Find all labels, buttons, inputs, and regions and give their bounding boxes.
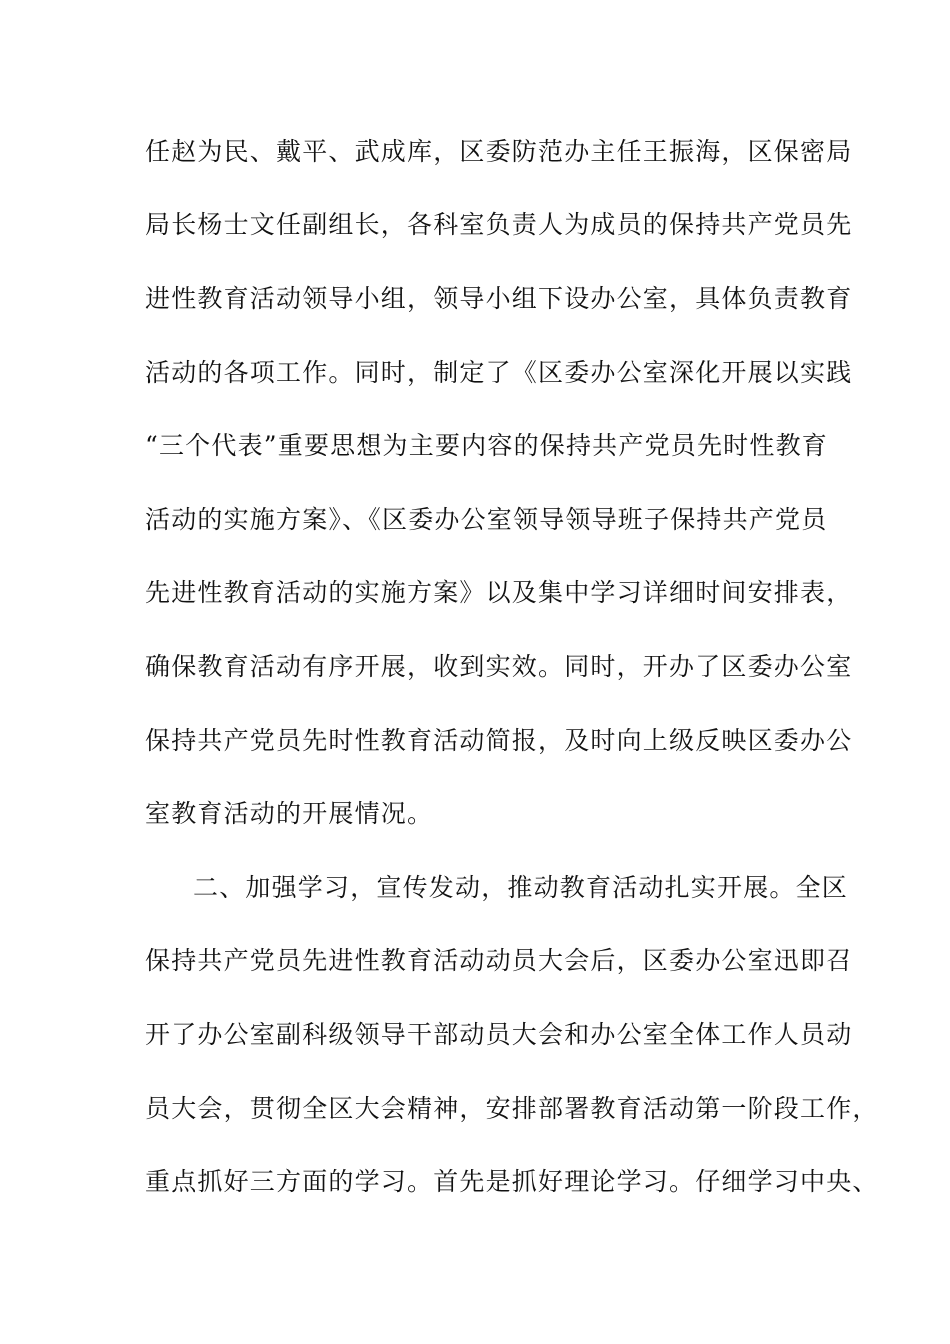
body-text-line: 员大会，贯彻全区大会精神，安排部署教育活动第一阶段工作， <box>145 1094 879 1123</box>
body-text-line: “三个代表”重要思想为主要内容的保持共产党员先时性教育 <box>145 431 828 460</box>
body-text-line: 先进性教育活动的实施方案》以及集中学习详细时间安排表， <box>145 578 853 607</box>
body-text-line: 开了办公室副科级领导干部动员大会和办公室全体工作人员动 <box>145 1020 853 1049</box>
body-text-line: 重点抓好三方面的学习。首先是抓好理论学习。仔细学习中央、 <box>145 1167 879 1196</box>
body-text-line: 局长杨士文任副组长，各科室负责人为成员的保持共产党员先 <box>145 210 853 239</box>
body-text-line: 任赵为民、戴平、武成库，区委防范办主任王振海，区保密局 <box>145 137 853 166</box>
body-text-line: 活动的实施方案》、《区委办公室领导领导班子保持共产党员 <box>145 505 828 534</box>
body-text-line: 进性教育活动领导小组，领导小组下设办公室，具体负责教育 <box>145 284 853 313</box>
body-text-line: 保持共产党员先进性教育活动动员大会后，区委办公室迅即召 <box>145 946 853 975</box>
body-text-line: 活动的各项工作。同时，制定了《区委办公室深化开展以实践 <box>145 358 853 387</box>
body-text-line: 室教育活动的开展情况。 <box>145 799 434 828</box>
body-text-line: 确保教育活动有序开展，收到实效。同时，开办了区委办公室 <box>145 652 853 681</box>
body-text-line: 保持共产党员先时性教育活动简报，及时向上级反映区委办公 <box>145 726 853 755</box>
paragraph-heading-line: 二、加强学习，宣传发动，推动教育活动扎实开展。全区 <box>193 873 849 902</box>
